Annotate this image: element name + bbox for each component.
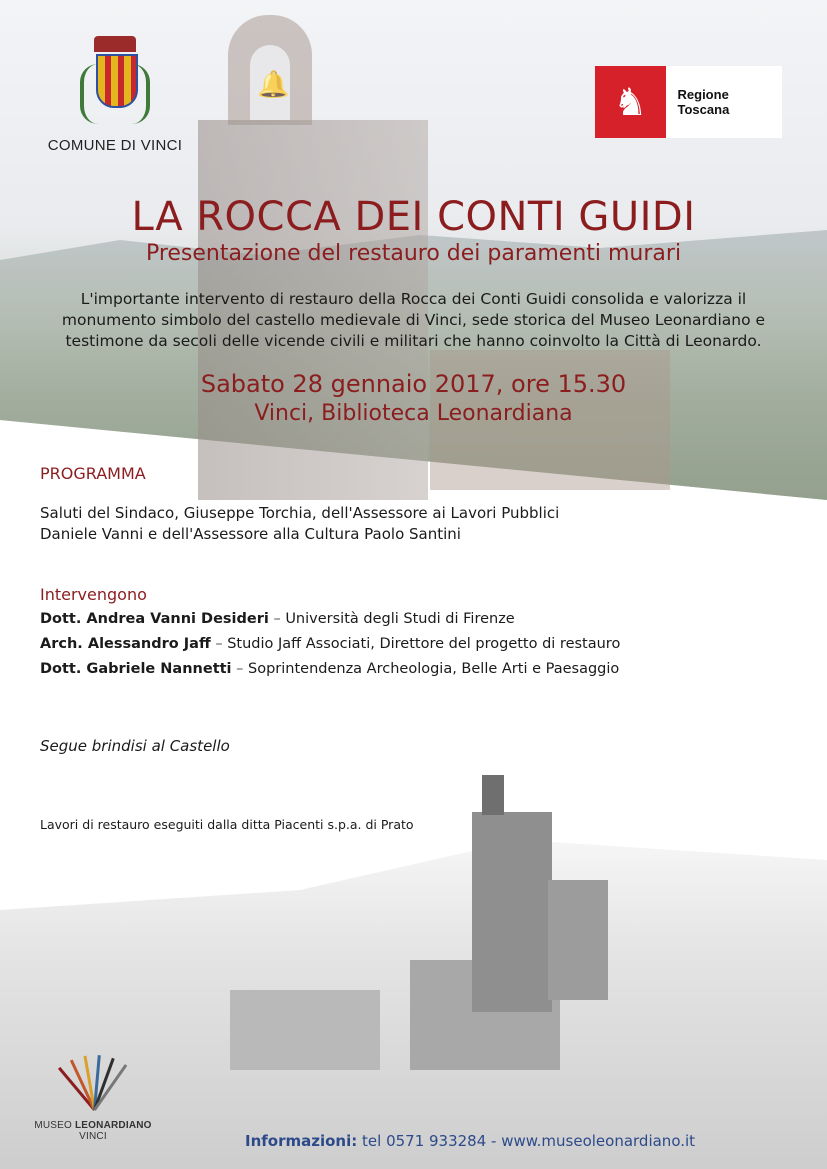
speaker-separator: –: [268, 611, 286, 627]
regione-logo: [595, 66, 782, 138]
intervengono-heading: Intervengono: [40, 585, 147, 604]
museo-logo: [28, 1045, 158, 1142]
comune-logo: [40, 36, 190, 154]
comune-name: COMUNE DI VINCI: [47, 137, 183, 154]
speaker-affiliation: Soprintendenza Archeologia, Belle Arti e Paesaggio: [248, 661, 620, 677]
speaker-name: Dott. Andrea Vanni Desideri: [40, 611, 269, 627]
info-line: [245, 1132, 695, 1150]
speaker-separator: –: [210, 636, 228, 652]
programma-heading: PROGRAMMA: [40, 464, 146, 483]
museo-name-bold: LEONARDIANO: [75, 1120, 152, 1131]
event-subtitle: Presentazione del restauro dei paramenti murari: [145, 241, 682, 266]
museo-name-prefix: MUSEO: [34, 1120, 75, 1131]
speaker-name: Arch. Alessandro Jaff: [40, 636, 211, 652]
brindisi-note: Segue brindisi al Castello: [40, 737, 230, 755]
speaker-name: Dott. Gabriele Nannetti: [40, 661, 232, 677]
programma-line: Saluti del Sindaco, Giuseppe Torchia, dell'Assessore ai Lavori Pubblici: [40, 504, 560, 522]
intro-line: monumento simbolo del castello medievale di Vinci, sede storica del Museo Leonardiano e: [61, 311, 766, 329]
vinci-crest-icon: [80, 36, 150, 131]
event-date: Sabato 28 gennaio 2017, ore 15.30: [200, 370, 627, 398]
speaker-separator: –: [231, 661, 248, 677]
speaker-affiliation: Studio Jaff Associati, Direttore del progetto di restauro: [227, 636, 621, 652]
sketch-tower: [472, 812, 552, 1012]
intro-line: testimone da secoli delle vicende civili e militari che hanno coinvolto la Città di Leonardo.: [65, 332, 762, 350]
event-title: LA ROCCA DEI CONTI GUIDI: [131, 194, 696, 240]
museo-name-suffix: VINCI: [79, 1131, 107, 1142]
pegasus-icon: ♞: [595, 66, 666, 138]
programma-line: Daniele Vanni e dell'Assessore alla Cultura Paolo Santini: [40, 525, 461, 543]
bell-icon: 🔔: [257, 70, 290, 100]
event-place: Vinci, Biblioteca Leonardiana: [254, 401, 573, 426]
info-label: Informazioni:: [245, 1132, 358, 1150]
sketch-tower-top: [482, 775, 504, 815]
museo-name: [28, 1120, 158, 1142]
event-intro: [30, 289, 797, 352]
speaker-row: [40, 611, 515, 627]
speaker-row: [40, 661, 619, 677]
wreath-icon: [132, 64, 150, 124]
sketch-building: [230, 990, 380, 1070]
programma-text: [40, 503, 559, 545]
regione-name: Regione Toscana: [677, 87, 730, 117]
book-rays-icon: [48, 1045, 138, 1120]
speaker-row: [40, 636, 620, 652]
intro-line: L'importante intervento di restauro della Rocca dei Conti Guidi consolida e valorizza il: [80, 290, 747, 308]
lavori-note: Lavori di restauro eseguiti dalla ditta Piacenti s.p.a. di Prato: [40, 817, 414, 832]
info-contacts[interactable]: tel 0571 933284 - www.museoleonardiano.it: [357, 1132, 696, 1150]
sketch-tower: [548, 880, 608, 1000]
crown-icon: [94, 36, 136, 52]
speaker-affiliation: Università degli Studi di Firenze: [285, 611, 515, 627]
